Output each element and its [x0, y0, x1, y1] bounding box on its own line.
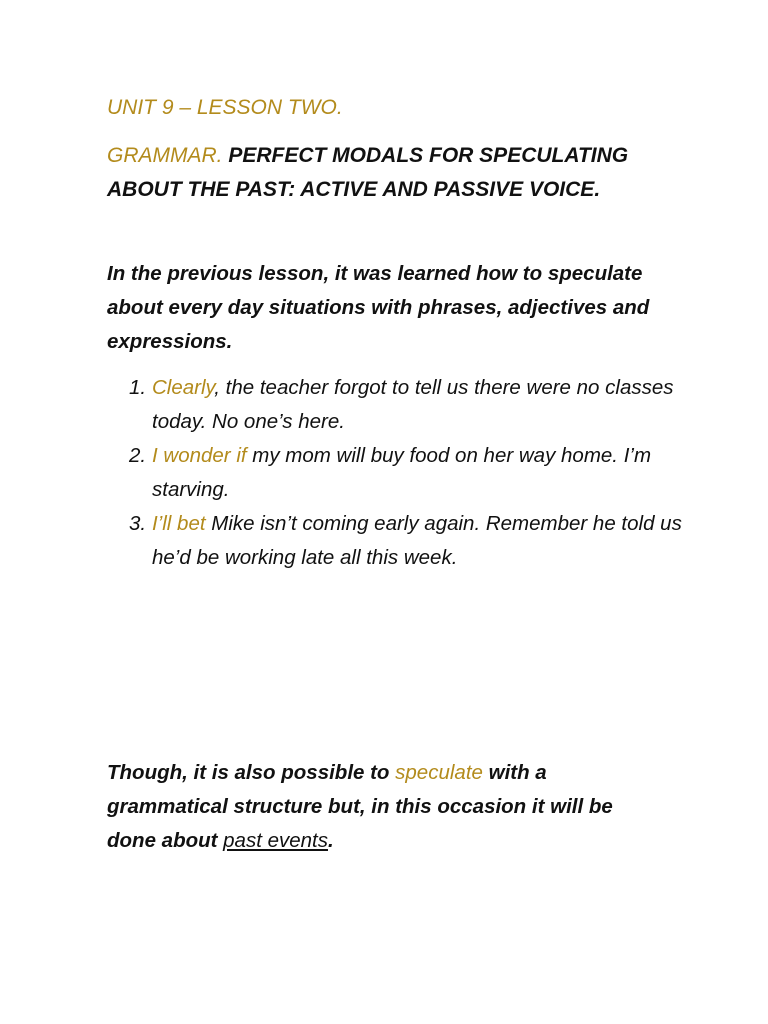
unit-title: UNIT 9 – LESSON TWO.: [107, 96, 343, 119]
example-sentence: Mike isn’t coming early again. Remember he told us he’d be working late all this week.: [152, 512, 682, 569]
grammar-title: PERFECT MODALS FOR SPECULATING ABOUT THE PAST: ACTIVE AND PASSIVE VOICE.: [107, 144, 629, 201]
speculation-phrase: I wonder if: [152, 444, 247, 467]
grammar-label: GRAMMAR.: [107, 144, 223, 167]
speculate-highlight: speculate: [395, 761, 483, 784]
list-item-number: 2.: [129, 444, 147, 467]
speculation-phrase: I’ll bet: [152, 512, 206, 535]
closing-text-middle: with a grammatical structure but, in this occasion it will be done about: [107, 761, 613, 852]
grammar-heading: [107, 139, 667, 207]
closing-paragraph: [107, 756, 667, 858]
list-item: [107, 439, 687, 507]
closing-text-end: .: [328, 829, 334, 852]
speculation-phrase: Clearly: [152, 376, 215, 399]
closing-text-start: Though, it is also possible to: [107, 761, 396, 784]
list-item: [107, 507, 687, 575]
list-item-number: 3.: [129, 512, 147, 535]
examples-list: [107, 371, 687, 575]
list-item-number: 1.: [129, 376, 147, 399]
example-sentence: my mom will buy food on her way home. I’m starving.: [152, 444, 652, 501]
list-item: [107, 371, 687, 439]
past-events-underlined: past events: [223, 829, 328, 852]
example-sentence: , the teacher forgot to tell us there were no classes today. No one’s here.: [152, 376, 674, 433]
intro-paragraph: In the previous lesson, it was learned how to speculate about every day situations with phrases, adjectives and expressions.: [107, 262, 650, 353]
